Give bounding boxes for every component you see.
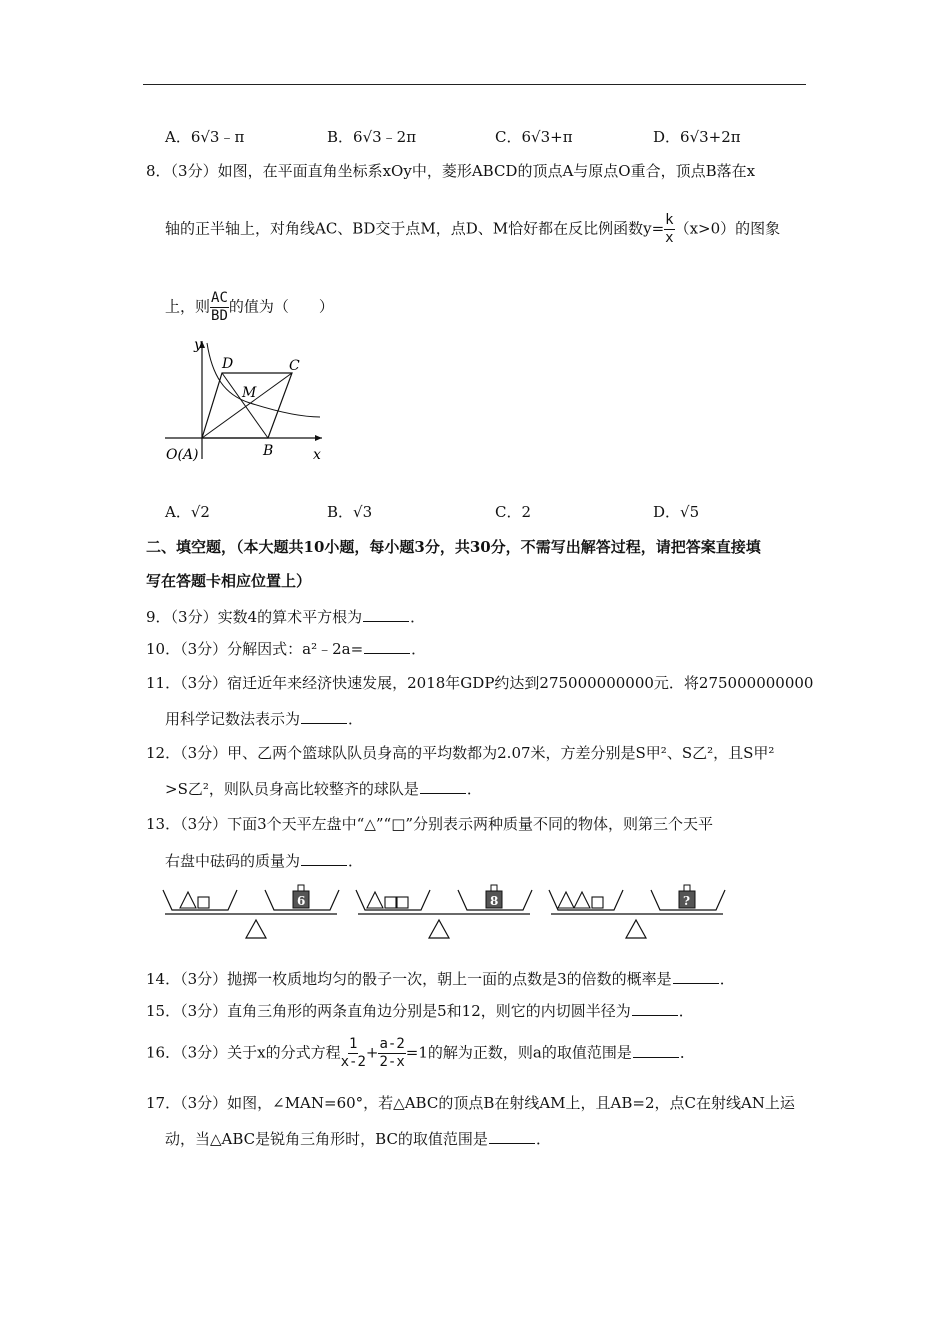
answer-blank[interactable]: [363, 607, 409, 622]
q8-option-b[interactable]: B．√3: [327, 503, 373, 521]
q16-text: 16．（3分）关于x的分式方程: [146, 1043, 341, 1062]
frac-den: BD: [211, 308, 228, 324]
q13-line2: [165, 850, 363, 871]
q13-text: 右盘中砝码的质量为: [165, 852, 301, 870]
section2-heading-line1: 二、填空题，（本大题共10小题，每小题3分，共30分，不需写出解答过程，请把答案直接填: [146, 538, 761, 556]
q11-line2: [165, 708, 363, 729]
q17-line2: [165, 1128, 551, 1149]
triangle-object: [180, 892, 196, 908]
frac-num: AC: [211, 290, 228, 306]
weight-handle: [491, 885, 497, 891]
fulcrum: [626, 920, 646, 938]
q14-end: ．: [719, 970, 735, 988]
answer-blank[interactable]: [301, 851, 347, 866]
balance-1: [163, 885, 339, 938]
q8-line2-b: （x>0）的图象: [674, 219, 781, 238]
plus-sign: +: [365, 1043, 379, 1062]
section2-heading-line2: 写在答题卡相应位置上）: [146, 572, 312, 590]
q8-line1: 8．（3分）如图，在平面直角坐标系xOy中，菱形ABCD的顶点A与原点O重合，顶点B落在x: [146, 162, 756, 180]
q8-fraction-kx: [664, 212, 674, 247]
q13-balances-figure: [160, 882, 750, 950]
q14: [146, 968, 735, 989]
q11-line1: 11．（3分）宿迁近年来经济快速发展，2018年GDP约达到275000000000元．将275000000000: [146, 674, 814, 692]
frac-den: x-2: [340, 1054, 366, 1070]
q8-option-a[interactable]: A．√2: [165, 503, 210, 521]
header-rule: [143, 84, 806, 85]
q8-options: [165, 501, 805, 527]
diagonal-bd: [222, 373, 268, 438]
frac-num: k: [665, 212, 674, 228]
answer-blank[interactable]: [489, 1129, 535, 1144]
q7-option-a[interactable]: A．6√3﹣π: [165, 128, 245, 146]
weight-label: ?: [683, 894, 691, 908]
q13-line1: 13．（3分）下面3个天平左盘中“△”“□”分别表示两种质量不同的物体，则第三个天平: [146, 815, 714, 833]
balance-3: [549, 885, 725, 938]
q16-fraction-2: [378, 1036, 405, 1071]
q8-line2: [165, 212, 780, 247]
square-object: [592, 897, 603, 908]
q8-line3-b: 的值为（ ）: [228, 297, 334, 316]
square-object: [198, 897, 209, 908]
q10-text: 10．（3分）分解因式：a²﹣2a=: [146, 640, 364, 658]
square-object: [397, 897, 408, 908]
q10-end: ．: [411, 640, 427, 658]
label-d: D: [222, 356, 234, 372]
x-axis-arrow: [315, 435, 322, 441]
q7-option-c[interactable]: C．6√3+π: [495, 128, 573, 146]
q16-text-2: =1的解为正数，则a的取值范围是: [405, 1043, 632, 1062]
q12-end: ．: [466, 780, 482, 798]
fulcrum: [429, 920, 449, 938]
q9: [146, 606, 425, 627]
label-c: C: [289, 358, 300, 374]
q8-line2-a: 轴的正半轴上，对角线AC、BD交于点M，点D、M恰好都在反比例函数y=: [165, 219, 665, 238]
answer-blank[interactable]: [633, 1043, 679, 1058]
answer-blank[interactable]: [301, 709, 347, 724]
weight-label: 6: [297, 894, 306, 908]
q15-text: 15．（3分）直角三角形的两条直角边分别是5和12，则它的内切圆半径为: [146, 1002, 631, 1020]
q10: [146, 638, 426, 659]
frac-den: x: [665, 230, 674, 246]
q7-options: [165, 126, 805, 152]
answer-blank[interactable]: [632, 1001, 678, 1016]
q15-end: ．: [678, 1002, 694, 1020]
q9-end: ．: [410, 608, 426, 626]
q12-line1: 12．（3分）甲、乙两个篮球队队员身高的平均数都为2.07米，方差分别是S甲²、S乙²，且S甲²: [146, 744, 775, 762]
label-b: B: [263, 443, 274, 459]
q8-figure: [160, 335, 330, 465]
frac-num: a-2: [379, 1036, 405, 1052]
fulcrum: [246, 920, 266, 938]
triangle-object: [367, 892, 383, 908]
weight-handle: [684, 885, 690, 891]
answer-blank[interactable]: [673, 969, 719, 984]
triangle-object: [558, 892, 574, 908]
weight-label: 8: [490, 894, 499, 908]
label-m: M: [242, 385, 257, 401]
q7-option-b[interactable]: B．6√3﹣2π: [327, 128, 417, 146]
weight-handle: [298, 885, 304, 891]
q9-text: 9．（3分）实数4的算术平方根为: [146, 608, 363, 626]
label-o: O(A): [166, 447, 199, 463]
answer-blank[interactable]: [420, 779, 466, 794]
q16-end: ．: [679, 1043, 695, 1062]
q7-option-d[interactable]: D．6√3+2π: [653, 128, 741, 146]
q17-text: 动，当△ABC是锐角三角形时，BC的取值范围是: [165, 1130, 488, 1148]
q16: [146, 1036, 695, 1071]
answer-blank[interactable]: [364, 639, 410, 654]
square-object: [385, 897, 396, 908]
frac-den: 2-x: [379, 1054, 405, 1070]
q11-end: ．: [348, 710, 364, 728]
q8-line3: [165, 290, 334, 325]
q8-option-d[interactable]: D．√5: [653, 503, 700, 521]
label-y: y: [194, 337, 202, 353]
q8-fraction-ac-bd: [210, 290, 229, 325]
balance-2: [356, 885, 532, 938]
diagonal-ac: [202, 373, 292, 438]
q12-text: >S乙²，则队员身高比较整齐的球队是: [165, 780, 419, 798]
label-x: x: [313, 447, 321, 463]
q12-line2: [165, 778, 482, 799]
q17-end: ．: [535, 1130, 551, 1148]
q11-text: 用科学记数法表示为: [165, 710, 301, 728]
q14-text: 14．（3分）抛掷一枚质地均匀的骰子一次，朝上一面的点数是3的倍数的概率是: [146, 970, 672, 988]
q8-option-c[interactable]: C．2: [495, 503, 532, 521]
q8-line3-a: 上，则: [165, 297, 211, 316]
q16-fraction-1: [341, 1036, 366, 1071]
q17-line1: 17．（3分）如图，∠MAN=60°，若△ABC的顶点B在射线AM上，且AB=2，点C在射线AN上运: [146, 1094, 795, 1112]
hyperbola-curve: [207, 343, 320, 417]
triangle-object: [574, 892, 590, 908]
q13-end: ．: [348, 852, 364, 870]
frac-num: 1: [349, 1036, 358, 1052]
q15: [146, 1000, 694, 1021]
